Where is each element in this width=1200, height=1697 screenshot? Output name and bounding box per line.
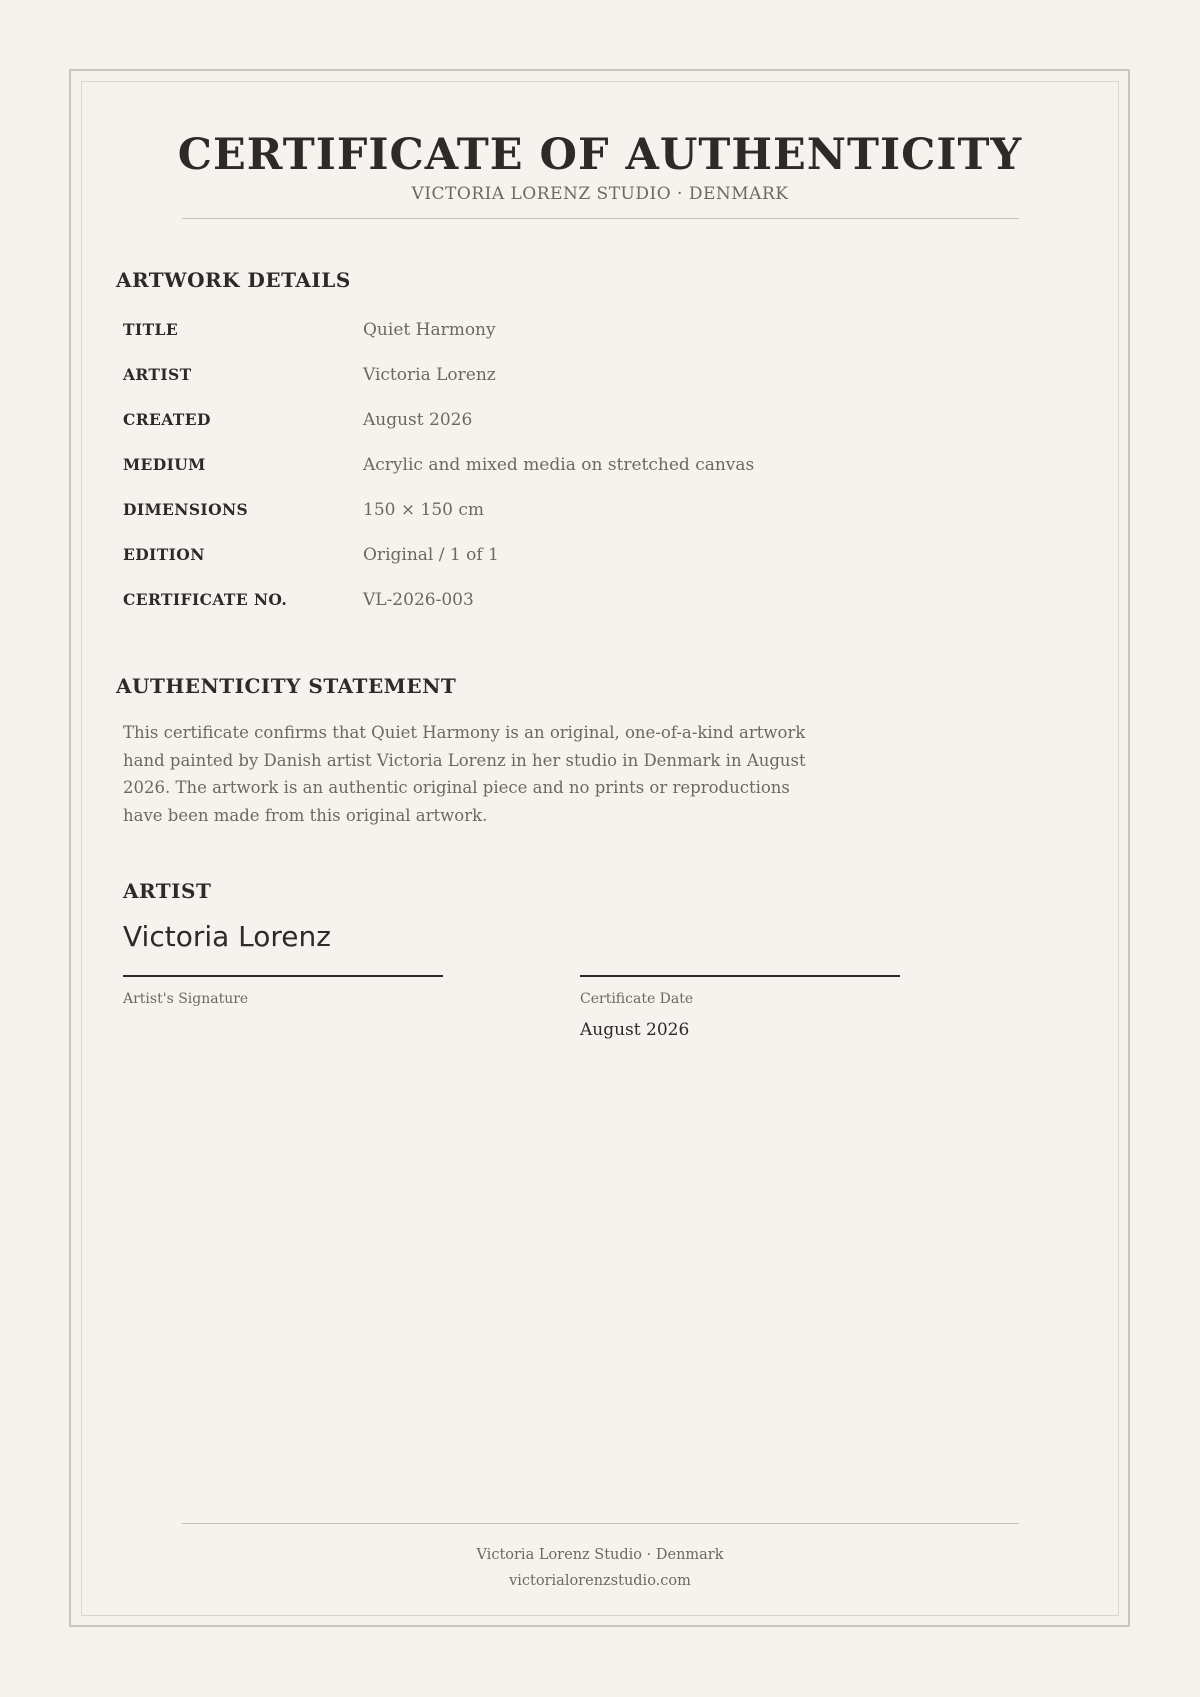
- artist-heading: ARTIST: [123, 879, 212, 903]
- header-divider: [182, 218, 1019, 219]
- detail-label: ARTIST: [123, 365, 192, 384]
- detail-row-dimensions: [123, 500, 923, 530]
- detail-row-certificate-no: [123, 590, 923, 620]
- detail-row-medium: [123, 455, 923, 485]
- footer-website: victorialorenzstudio.com: [509, 1573, 691, 1589]
- detail-row-created: [123, 410, 923, 440]
- artwork-details-heading: ARTWORK DETAILS: [116, 268, 351, 292]
- detail-label: DIMENSIONS: [123, 500, 249, 519]
- detail-label: CREATED: [123, 410, 211, 429]
- certificate-title: CERTIFICATE OF AUTHENTICITY: [177, 130, 1023, 180]
- detail-label: TITLE: [123, 320, 179, 339]
- certificate-inner-border: [81, 81, 1119, 1616]
- detail-value: Original / 1 of 1: [363, 545, 499, 565]
- footer-studio-name: Victoria Lorenz Studio · Denmark: [476, 1547, 724, 1563]
- detail-value: Victoria Lorenz: [363, 365, 496, 385]
- signature-caption: Artist's Signature: [123, 991, 249, 1007]
- detail-row-artist: [123, 365, 923, 395]
- detail-label: CERTIFICATE NO.: [123, 590, 288, 609]
- certificate-subtitle: VICTORIA LORENZ STUDIO · DENMARK: [411, 184, 789, 204]
- certificate-header: [0, 128, 1200, 206]
- detail-value: Quiet Harmony: [363, 320, 496, 340]
- detail-row-edition: [123, 545, 923, 575]
- detail-label: MEDIUM: [123, 455, 206, 474]
- detail-value: 150 × 150 cm: [363, 500, 484, 520]
- certificate-date: August 2026: [580, 1020, 690, 1040]
- authenticity-statement-text: This certificate confirms that Quiet Harmony is an original, one-of-a-kind artwork hand painted by Danish artist Victoria Lorenz in her studio in Denmark in August 2026. The artwork is an authentic original piece and no prints or reproductions have been made from this original artwork.: [123, 723, 806, 825]
- detail-value: VL-2026-003: [363, 590, 474, 610]
- artist-name: Victoria Lorenz: [123, 920, 331, 953]
- authenticity-statement-heading: AUTHENTICITY STATEMENT: [116, 674, 457, 698]
- detail-value: Acrylic and mixed media on stretched canvas: [363, 455, 755, 475]
- date-caption: Certificate Date: [580, 991, 694, 1007]
- detail-label: EDITION: [123, 545, 205, 564]
- date-line: [580, 975, 900, 977]
- detail-value: August 2026: [363, 410, 473, 430]
- signature-line: [123, 975, 443, 977]
- footer-divider: [182, 1523, 1019, 1524]
- detail-row-title: [123, 320, 923, 350]
